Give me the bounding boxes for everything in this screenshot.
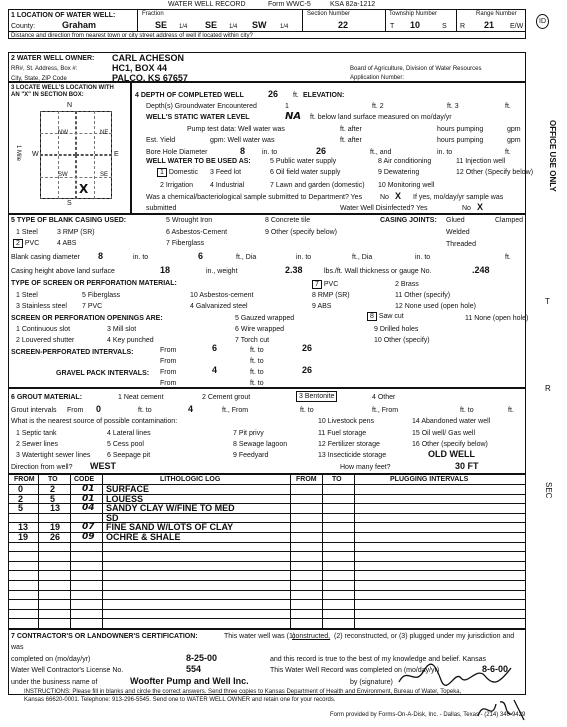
screen-pvc[interactable]: 7 PVC [312, 281, 338, 288]
id-badge: ID [536, 14, 549, 29]
completed-date: 8-25-00 [186, 653, 218, 663]
screen-rmp: 8 RMP (SR) [312, 292, 350, 299]
contam-3: 3 Watertight sewer lines [16, 452, 91, 459]
owner-city: PALCO, KS 67657 [112, 73, 188, 83]
chem-no: No [380, 194, 389, 201]
log-code: 01 [82, 493, 95, 504]
contam-9: 9 Feedyard [233, 452, 269, 459]
log-to: 26 [50, 532, 61, 542]
grout-bentonite[interactable]: 3 Bentonite [296, 391, 337, 402]
use-label: WELL WATER TO BE USED AS: [146, 158, 251, 165]
bore-ft: ft. [505, 149, 511, 156]
gpi-from-label: From [160, 369, 177, 376]
opening-louvered: 2 Louvered shutter [16, 337, 75, 344]
hours-1: hours pumping [437, 126, 484, 133]
range-ew: E/W [510, 23, 524, 30]
direction-value: WEST [90, 461, 116, 471]
casing-asbestos: 6 Asbestos-Cement [166, 229, 228, 236]
township-prefix: T [390, 23, 395, 30]
yield-gpm: gpm: Well water was [210, 137, 275, 144]
quarter-mark: 1/4 [179, 24, 188, 30]
direction-label: Direction from well? [11, 464, 73, 471]
distance-feet-label: How many feet? [340, 464, 391, 471]
range-label: Range Number [476, 11, 517, 17]
bore-to-value: 26 [316, 146, 327, 156]
use-8: 8 Air conditioning [378, 158, 432, 165]
signature-label: by (signature) [350, 679, 393, 686]
log-code: 04 [82, 503, 95, 514]
quarter-mark: 1/4 [280, 24, 289, 30]
grout-intervals-label: Grout intervals [11, 407, 57, 414]
form-footer: Form provided by Forms-On-A-Disk, Inc. - Dallas, Texas - (214) 340-9429 [330, 712, 526, 718]
cert-text-3: was [11, 644, 24, 651]
completed-label: completed on (mo/day/yr) [11, 656, 91, 663]
log-from: 0 [18, 484, 24, 494]
mile-label: 1 Mile [15, 145, 21, 162]
contam-15: 15 Oil well/ Gas well [412, 430, 476, 437]
casing-pvc[interactable]: 2 PVC [13, 240, 39, 247]
blank-in-to: in. to [133, 254, 149, 261]
gi-to: 4 [188, 404, 194, 414]
static-level-value: NA [285, 111, 302, 122]
casing-height: 18 [160, 265, 171, 275]
business-label: under the business name of [11, 679, 98, 686]
casing-other: 9 Other (specify below) [265, 229, 337, 236]
spi-ft-to-2: ft. to [250, 358, 264, 365]
spi-from-label-2: From [160, 358, 177, 365]
section-number: 22 [338, 20, 349, 30]
log-header-code: CODE [74, 476, 95, 483]
gpm-2: gpm [507, 137, 521, 144]
county-value: Graham [62, 20, 97, 30]
contam-6: 6 Seepage pit [107, 452, 151, 459]
county-label: County: [11, 23, 36, 30]
log-row-line [8, 551, 526, 552]
joints-label: CASING JOINTS: [380, 217, 437, 224]
contam-7: 7 Pit privy [233, 430, 264, 437]
use-12: 12 Other (Specify below) [456, 169, 534, 176]
township-label: Township Number [389, 11, 438, 17]
section-number-label: Section Number [307, 11, 351, 17]
side-t: T [545, 297, 550, 306]
bore-and: ft., and [370, 149, 392, 156]
cert-text-2: (2) reconstructed, or (3) plugged under my jurisdiction and [334, 633, 515, 640]
chem-no-mark: X [395, 191, 402, 201]
township-suffix: S [442, 23, 447, 30]
screen-abs: 9 ABS [312, 303, 332, 310]
range-number: 21 [484, 20, 495, 30]
bore-in: in. to [262, 149, 278, 156]
contam-10: 10 Livestock pens [318, 418, 375, 425]
grout-neat: 1 Neat cement [118, 394, 164, 401]
contam-11: 11 Fuel storage [318, 430, 367, 437]
opening-none: 11 None (open hole) [465, 315, 529, 322]
yield-label: Est. Yield [146, 137, 176, 144]
opening-gauzed: 5 Gauzed wrapped [235, 315, 295, 322]
form-number: Form WWC-5 [268, 1, 311, 8]
cert-text-1: This water well was (1) [224, 633, 296, 640]
casing-weight-label: in., weight [206, 268, 238, 275]
log-from: 5 [18, 503, 24, 514]
casing-wrought: 5 Wrought Iron [166, 217, 213, 224]
log-header-lithologic: LITHOLOGIC LOG [160, 476, 221, 483]
certification-label: 7 CONTRACTOR'S OR LANDOWNER'S CERTIFICATION: [11, 633, 198, 640]
section-3-label: 3 LOCATE WELL'S LOCATION WITH AN "X" IN SECTION BOX: [11, 85, 114, 98]
hours-2: hours pumping [437, 137, 484, 144]
contamination-label: What is the nearest source of possible contamination: [11, 418, 178, 425]
spi-to: 26 [302, 343, 313, 353]
openings-label: SCREEN OR PERFORATION OPENINGS ARE: [11, 315, 163, 322]
log-row-line [8, 580, 526, 581]
application-label: Application Number: [350, 75, 405, 81]
use-4: 4 Industrial [210, 182, 245, 189]
log-description: OCHRE & SHALE [106, 532, 181, 542]
fraction-label: Fraction [142, 11, 164, 17]
log-header-plugging: PLUGGING INTERVALS [390, 476, 469, 483]
casing-weight: 2.38 [285, 265, 303, 275]
casing-fiberglass: 7 Fiberglass [166, 240, 205, 247]
use-11: 11 Injection well [456, 158, 506, 165]
gpi-ft-to: ft. to [250, 369, 264, 376]
owner-name: CARL ACHESON [112, 53, 185, 63]
range-prefix: R [460, 23, 466, 30]
ksa-ref: KSA 82a-1212 [330, 1, 376, 8]
wall-thickness-label: lbs./ft. Wall thickness or gauge No. [324, 268, 432, 275]
west-label: W [32, 151, 39, 158]
blank-in-to-3: in. to [415, 254, 431, 261]
depth-value: 26 [268, 89, 279, 99]
grout-other: 4 Other [372, 394, 396, 401]
record-date: 8-6-00 [482, 664, 509, 674]
gi-to-label-3: ft. to [460, 407, 474, 414]
gi-ft-end: ft. [508, 407, 514, 414]
gi-to-label-2: ft. to [300, 407, 314, 414]
casing-steel: 1 Steel [16, 229, 38, 236]
owner-address: HC1, BOX 44 [112, 63, 168, 73]
log-from: 2 [18, 493, 24, 504]
log-to: 2 [50, 484, 56, 494]
screen-none: 12 None used (open hole) [395, 303, 476, 310]
blank-in-to-2: in. to [296, 254, 312, 261]
submitted-label: submitted [146, 205, 177, 212]
opening-key: 4 Key punched [107, 337, 154, 344]
spi-ft-to: ft. to [250, 347, 264, 354]
sw-label: SW [58, 172, 68, 178]
log-header-from: FROM [14, 476, 35, 483]
grout-label: 6 GROUT MATERIAL: [11, 394, 83, 401]
screen-type-label: TYPE OF SCREEN OR PERFORATION MATERIAL: [11, 280, 177, 287]
gpm-1: gpm [507, 126, 521, 133]
wall-thickness: .248 [472, 265, 490, 275]
record-completed-label: This Water Well Record was completed on (mo/day/yr) [270, 667, 440, 674]
blank-diameter-label: Blank casing diameter [11, 254, 80, 261]
log-code: 07 [82, 522, 95, 533]
blank-diameter: 8 [98, 251, 104, 261]
ft-after-2: ft. after [340, 137, 362, 144]
instructions-1: INSTRUCTIONS: Please fill in blanks and circle the correct answers. Send three copies to Kansas Department of Health and Environment, Bureau of Water, Topeka, [24, 689, 462, 695]
log-description: FINE SAND W/LOTS OF CLAY [106, 522, 234, 533]
casing-concrete: 8 Concrete tile [265, 217, 311, 224]
log-from: 19 [18, 532, 29, 542]
casing-rmp: 3 RMP (SR) [57, 229, 95, 236]
log-row-line [8, 561, 526, 562]
business-name: Woofter Pump and Well Inc. [130, 676, 249, 686]
log-description: SANDY CLAY W/FINE TO MED [106, 503, 235, 514]
blank-ft: 6 [198, 251, 204, 261]
depth-unit: ft. [293, 92, 299, 99]
contractor-signature [395, 660, 515, 692]
use-10: 10 Monitoring well [378, 182, 435, 189]
use-1[interactable]: 1 Domestic [157, 169, 198, 176]
address-label: RR#, St. Address, Box #: [11, 66, 78, 72]
east-label: E [114, 151, 119, 158]
board-label: Board of Agriculture, Division of Water Resources [350, 66, 482, 72]
gpi-from-label-2: From [160, 380, 177, 387]
log-to: 19 [50, 522, 61, 533]
form-title: WATER WELL RECORD [168, 1, 246, 8]
elevation-label: ELEVATION: [303, 92, 345, 99]
ne-label: NE [100, 130, 109, 136]
blank-dia-2: ft., Dia [352, 254, 373, 261]
joints-welded: Welded [446, 229, 470, 236]
joints-clamped: Clamped [495, 217, 524, 224]
blank-ft-end: ft. [505, 254, 511, 261]
use-9: 9 Dewatering [378, 169, 420, 176]
north-label: N [67, 102, 73, 109]
log-code: 01 [82, 484, 95, 494]
contam-2: 2 Sewer lines [16, 441, 59, 448]
log-description: SURFACE [106, 484, 150, 494]
fraction-2: SE [205, 20, 218, 30]
log-header-from-2: FROM [296, 476, 317, 483]
quarter-mark: 1/4 [229, 24, 238, 30]
gi-to-label: ft. to [138, 407, 152, 414]
gw-2: ft. 2 [372, 103, 384, 110]
chem-sample-label: Was a chemical/bacteriological sample submitted to Department? Yes [146, 194, 363, 201]
opening-saw-cut[interactable]: 8 Saw cut [367, 313, 404, 320]
bore-in-to: in. to [437, 149, 453, 156]
contam-other-value: OLD WELL [428, 449, 475, 459]
disinfected-no-mark: X [477, 202, 484, 212]
use-5: 5 Public water supply [270, 158, 337, 165]
bore-value: 8 [240, 146, 246, 156]
distance-feet: 30 FT [455, 461, 479, 471]
groundwater-label: Depth(s) Groundwater Encountered [146, 103, 257, 110]
contam-5: 5 Cess pool [107, 441, 144, 448]
section-1-label: 1 LOCATION OF WATER WELL: [11, 12, 116, 19]
contam-1: 1 Septic tank [16, 430, 57, 437]
depth-label: 4 DEPTH OF COMPLETED WELL [135, 92, 244, 99]
log-description: LOUESS [106, 493, 144, 504]
log-row-line [8, 618, 526, 619]
screen-stainless: 5 Fiberglass [82, 292, 121, 299]
gpi-ft-to-2: ft. to [250, 380, 264, 387]
screen-galvanized: 7 PVC [82, 303, 103, 310]
blank-dia-1: ft., Dia [236, 254, 257, 261]
se-label: SE [100, 172, 109, 178]
contam-13: 13 Insecticide storage [318, 452, 387, 459]
contam-14: 14 Abandoned water well [412, 418, 491, 425]
casing-abs: 4 ABS [57, 240, 77, 247]
use-6: 6 Oil field water supply [270, 169, 341, 176]
casing-label: 5 TYPE OF BLANK CASING USED: [11, 217, 127, 224]
nw-label: NW [58, 130, 68, 136]
log-row-line [8, 609, 526, 610]
log-header-to-2: TO [332, 476, 342, 483]
well-location-mark: X [79, 182, 89, 196]
log-row-line [8, 570, 526, 571]
casing-height-label: Casing height above land surface [11, 268, 115, 275]
cert-constructed: constructed, [292, 633, 331, 640]
license-label: Water Well Contractor's License No. [11, 667, 124, 674]
screen-asbestos: 2 Brass [395, 281, 419, 288]
static-level-after: ft. below land surface measured on mo/day/yr [310, 114, 452, 121]
screen-steel: 1 Steel [16, 292, 38, 299]
gi-ft-from: ft., From [222, 407, 249, 414]
screen-fiberglass: 10 Asbestos-cement [190, 292, 254, 299]
use-2: 2 Irrigation [160, 182, 194, 189]
section-2-label: 2 WATER WELL OWNER: [11, 55, 95, 62]
screen-concrete: 4 Galvanized steel [190, 303, 248, 310]
log-from: 13 [18, 522, 29, 533]
cert-text-4: and this record is true to the best of my knowledge and belief. Kansas [270, 656, 486, 663]
log-to: 13 [50, 503, 61, 514]
use-7: 7 Lawn and garden (domestic) [270, 182, 365, 189]
screen-other: 11 Other (specify) [395, 292, 451, 299]
side-sec: SEC [544, 482, 553, 499]
chem-sample-date: If yes, mo/day/yr sample was [413, 194, 504, 201]
disinfected-label: Water Well Disinfected? Yes [340, 205, 428, 212]
screen-intervals-label: SCREEN-PERFORATED INTERVALS: [11, 349, 134, 356]
log-to: 5 [50, 493, 56, 504]
gi-from: 0 [96, 404, 102, 414]
gw-4: ft. [505, 103, 511, 110]
instructions-2: Kansas 66620-0001. Telephone: 913-296-5545. Send one to WATER WELL OWNER and retain one for your records. [24, 697, 336, 703]
spi-from-label: From [160, 347, 177, 354]
distance-label: Distance and direction from nearest town or city street address of well if located within city? [11, 33, 253, 39]
opening-continuous: 1 Continuous slot [16, 326, 71, 333]
contam-16: 16 Other (specify below) [412, 441, 488, 448]
opening-drilled: 9 Drilled holes [374, 326, 419, 333]
ft-after-1: ft. after [340, 126, 362, 133]
opening-torch: 7 Torch cut [235, 337, 270, 344]
screen-brass: 3 Stainless steel [16, 303, 67, 310]
opening-wire: 6 Wire wrapped [235, 326, 285, 333]
gw-1: 1 [285, 103, 289, 110]
use-3: 3 Feed lot [210, 169, 242, 176]
gpi-to: 26 [302, 365, 313, 375]
log-description: SD [106, 512, 119, 523]
static-level-label: WELL'S STATIC WATER LEVEL [146, 114, 250, 121]
bore-label: Bore Hole Diameter [146, 149, 208, 156]
office-use-only: OFFICE USE ONLY [548, 120, 557, 192]
gpi-from: 4 [212, 365, 218, 375]
opening-other: 10 Other (specify) [374, 337, 430, 344]
south-label: S [67, 200, 72, 207]
joints-glued: Glued [446, 217, 465, 224]
pump-test-label: Pump test data: Well water was [187, 126, 285, 133]
disinfected-no: No [462, 205, 471, 212]
grout-cement: 2 Cement grout [202, 394, 251, 401]
contam-4: 4 Lateral lines [107, 430, 151, 437]
fraction-3: SW [252, 20, 267, 30]
gi-from-label: From [67, 407, 84, 414]
handwritten-mark [474, 696, 530, 724]
log-row-line [8, 599, 526, 600]
log-row-line [8, 590, 526, 591]
side-r: R [545, 384, 551, 393]
gw-3: ft. 3 [447, 103, 459, 110]
spi-from: 6 [212, 343, 218, 353]
gi-ft-from-2: ft., From [372, 407, 399, 414]
contam-8: 8 Sewage lagoon [233, 441, 288, 448]
log-header-to: TO [48, 476, 58, 483]
log-code: 09 [82, 532, 95, 542]
opening-mill: 3 Mill slot [107, 326, 137, 333]
contam-12: 12 Fertilizer storage [318, 441, 380, 448]
gravel-intervals-label: GRAVEL PACK INTERVALS: [56, 370, 150, 377]
fraction-1: SE [155, 20, 168, 30]
city-label: City, State, ZIP Code [11, 76, 67, 82]
license-number: 554 [186, 664, 202, 674]
joints-threaded: Threaded [446, 241, 476, 248]
township-number: 10 [410, 20, 421, 30]
